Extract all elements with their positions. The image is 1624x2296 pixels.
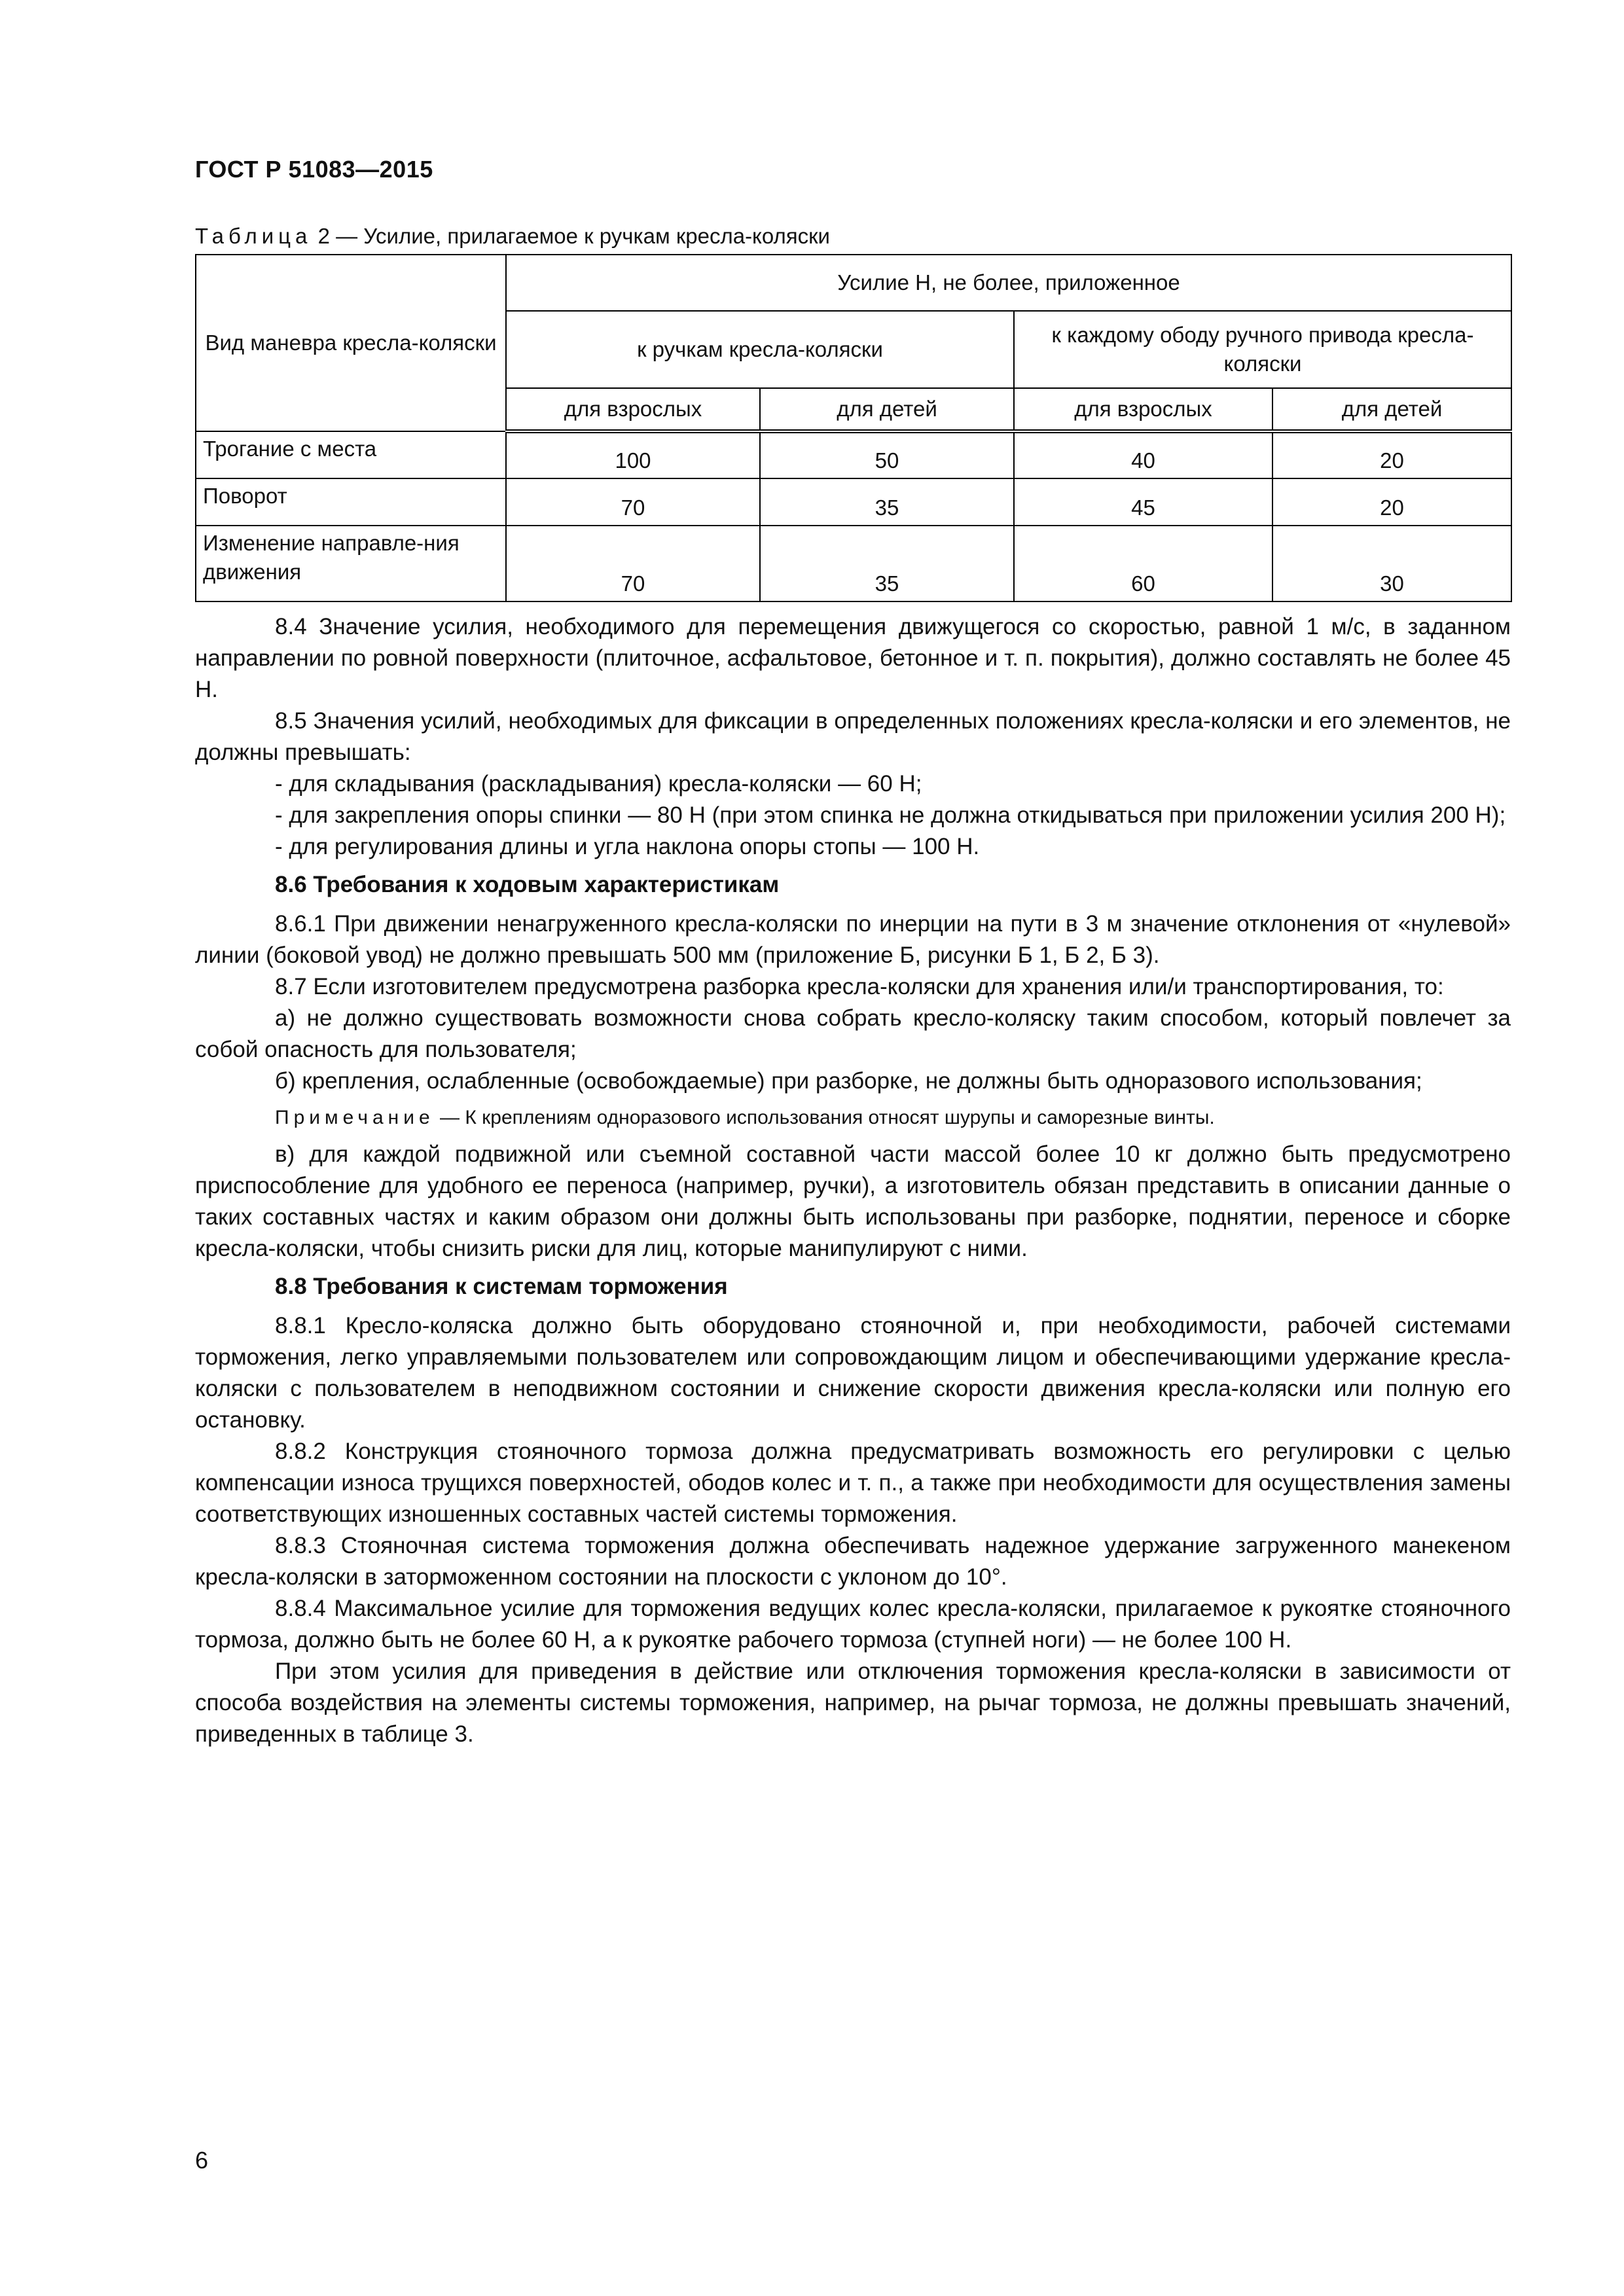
section-heading-8-8: 8.8 Требования к системам торможения — [275, 1274, 728, 1299]
list-item: - для регулирования длины и угла наклона опоры стопы — 100 Н. — [275, 834, 980, 859]
subheader-adults: для взрослых — [1014, 388, 1272, 431]
subheader-adults: для взрослых — [506, 388, 760, 431]
paragraph-8-8-3: 8.8.3 Стояночная система торможения должна обеспечивать надежное удержание загруженного манекеном кресла-коляски в заторможенном состоянии на плоскости с уклоном до 10°. — [195, 1533, 1511, 1590]
row-label: Трогание с места — [196, 431, 506, 478]
force-table — [195, 254, 1512, 602]
header-rim: к каждому ободу ручного привода кресла-коляски — [1014, 311, 1511, 388]
table-caption-text: 2 — Усилие, прилагаемое к ручкам кресла-коляски — [317, 224, 830, 248]
table-cell: 20 — [1272, 431, 1511, 478]
table-caption-label: Таблица — [195, 224, 312, 248]
list-item: - для закрепления опоры спинки — 80 Н (при этом спинка не должна откидываться при приложении усилия 200 Н); — [275, 802, 1506, 828]
paragraph-8-5: 8.5 Значения усилий, необходимых для фиксации в определенных положениях кресла-коляски и его элементов, не должны превышать: — [195, 708, 1511, 765]
paragraph-8-7: 8.7 Если изготовителем предусмотрена разборка кресла-коляски для хранения или/и транспортирования, то: — [275, 974, 1444, 999]
table-cell: 35 — [760, 478, 1014, 526]
subheader-children: для детей — [760, 388, 1014, 431]
table-row — [196, 526, 1511, 601]
list-item: а) не должно существовать возможности снова собрать кресло-коляску таким способом, который повлечет за собой опасность для пользователя; — [195, 1005, 1511, 1062]
table-cell: 30 — [1272, 526, 1511, 601]
table-cell: 60 — [1014, 526, 1272, 601]
paragraph-8-4: 8.4 Значение усилия, необходимого для перемещения движущегося со скоростью, равной 1 м/с, в заданном направлении по ровной поверхности (плиточное, асфальтовое, бетонное и т. п. покрытия), должно составлять не более 45 Н. — [195, 614, 1511, 702]
table-cell: 50 — [760, 431, 1014, 478]
note-text: — К креплениям одноразового использования относят шурупы и саморезные винты. — [434, 1107, 1215, 1128]
note — [195, 1102, 1511, 1134]
table-cell: 35 — [760, 526, 1014, 601]
list-item: б) крепления, ослабленные (освобождаемые) при разборке, не должны быть одноразового использования; — [275, 1068, 1422, 1094]
header-force: Усилие Н, не более, приложенное — [506, 255, 1511, 311]
paragraph-final: При этом усилия для приведения в действие или отключения торможения кресла-коляски в зависимости от способа воздействия на элементы системы торможения, например, на рычаг тормоза, не должны превышать значений, приведенных в таблице 3. — [195, 1659, 1511, 1747]
header-handles: к ручкам кресла-коляски — [506, 311, 1014, 388]
row-label: Поворот — [196, 478, 506, 526]
document-header: ГОСТ Р 51083—2015 — [195, 156, 433, 183]
row-label: Изменение направле-ния движения — [196, 526, 506, 601]
paragraph-8-8-1: 8.8.1 Кресло-коляска должно быть оборудовано стояночной и, при необходимости, рабочей системами торможения, легко управляемыми пользователем или сопровождающим лицом и обеспечивающими удержание кресла-коляски с пользователем в неподвижном состоянии и снижение скорости движения кресла-коляски или полную его остановку. — [195, 1313, 1511, 1433]
table-row — [196, 478, 1511, 526]
paragraph-8-8-2: 8.8.2 Конструкция стояночного тормоза должна предусматривать возможность его регулировки с целью компенсации износа трущихся поверхностей, ободов колес и т. п., а также при необходимости для осуществления замены соответствующих изношенных составных частей системы торможения. — [195, 1439, 1511, 1527]
section-heading-8-6: 8.6 Требования к ходовым характеристикам — [275, 872, 780, 897]
body-text — [195, 611, 1511, 1750]
note-label: Примечание — [275, 1107, 435, 1128]
header-maneuver: Вид маневра кресла-коляски — [196, 255, 506, 431]
page-number: 6 — [195, 2147, 209, 2174]
paragraph-8-8-4: 8.8.4 Максимальное усилие для торможения ведущих колес кресла-коляски, прилагаемое к рукоятке стояночного тормоза, должно быть не более 60 Н, а к рукоятке рабочего тормоза (ступней ноги) — не более 100 Н. — [195, 1596, 1511, 1653]
list-item: в) для каждой подвижной или съемной составной части массой более 10 кг должно быть предусмотрено приспособление для удобного ее переноса (например, ручки), а изготовитель обязан представить в описании данные о таких составных частях и каким образом они должны быть использованы при разборке, поднятии, переносе и сборке кресла-коляски, чтобы снизить риски для лиц, которые манипулируют с ними. — [195, 1141, 1511, 1261]
list-item: - для складывания (раскладывания) кресла-коляски — 60 Н; — [275, 771, 922, 797]
table-cell: 70 — [506, 526, 760, 601]
table-caption — [195, 224, 1511, 249]
subheader-children: для детей — [1272, 388, 1511, 431]
table-cell: 40 — [1014, 431, 1272, 478]
table-cell: 70 — [506, 478, 760, 526]
table-cell: 20 — [1272, 478, 1511, 526]
document-page — [195, 156, 1511, 1750]
paragraph-8-6-1: 8.6.1 При движении ненагруженного кресла-коляски по инерции на пути в 3 м значение отклонения от «нулевой» линии (боковой увод) не должно превышать 500 мм (приложение Б, рисунки Б 1, Б 2, Б 3). — [195, 911, 1511, 968]
table-row — [196, 431, 1511, 478]
table-cell: 100 — [506, 431, 760, 478]
table-cell: 45 — [1014, 478, 1272, 526]
